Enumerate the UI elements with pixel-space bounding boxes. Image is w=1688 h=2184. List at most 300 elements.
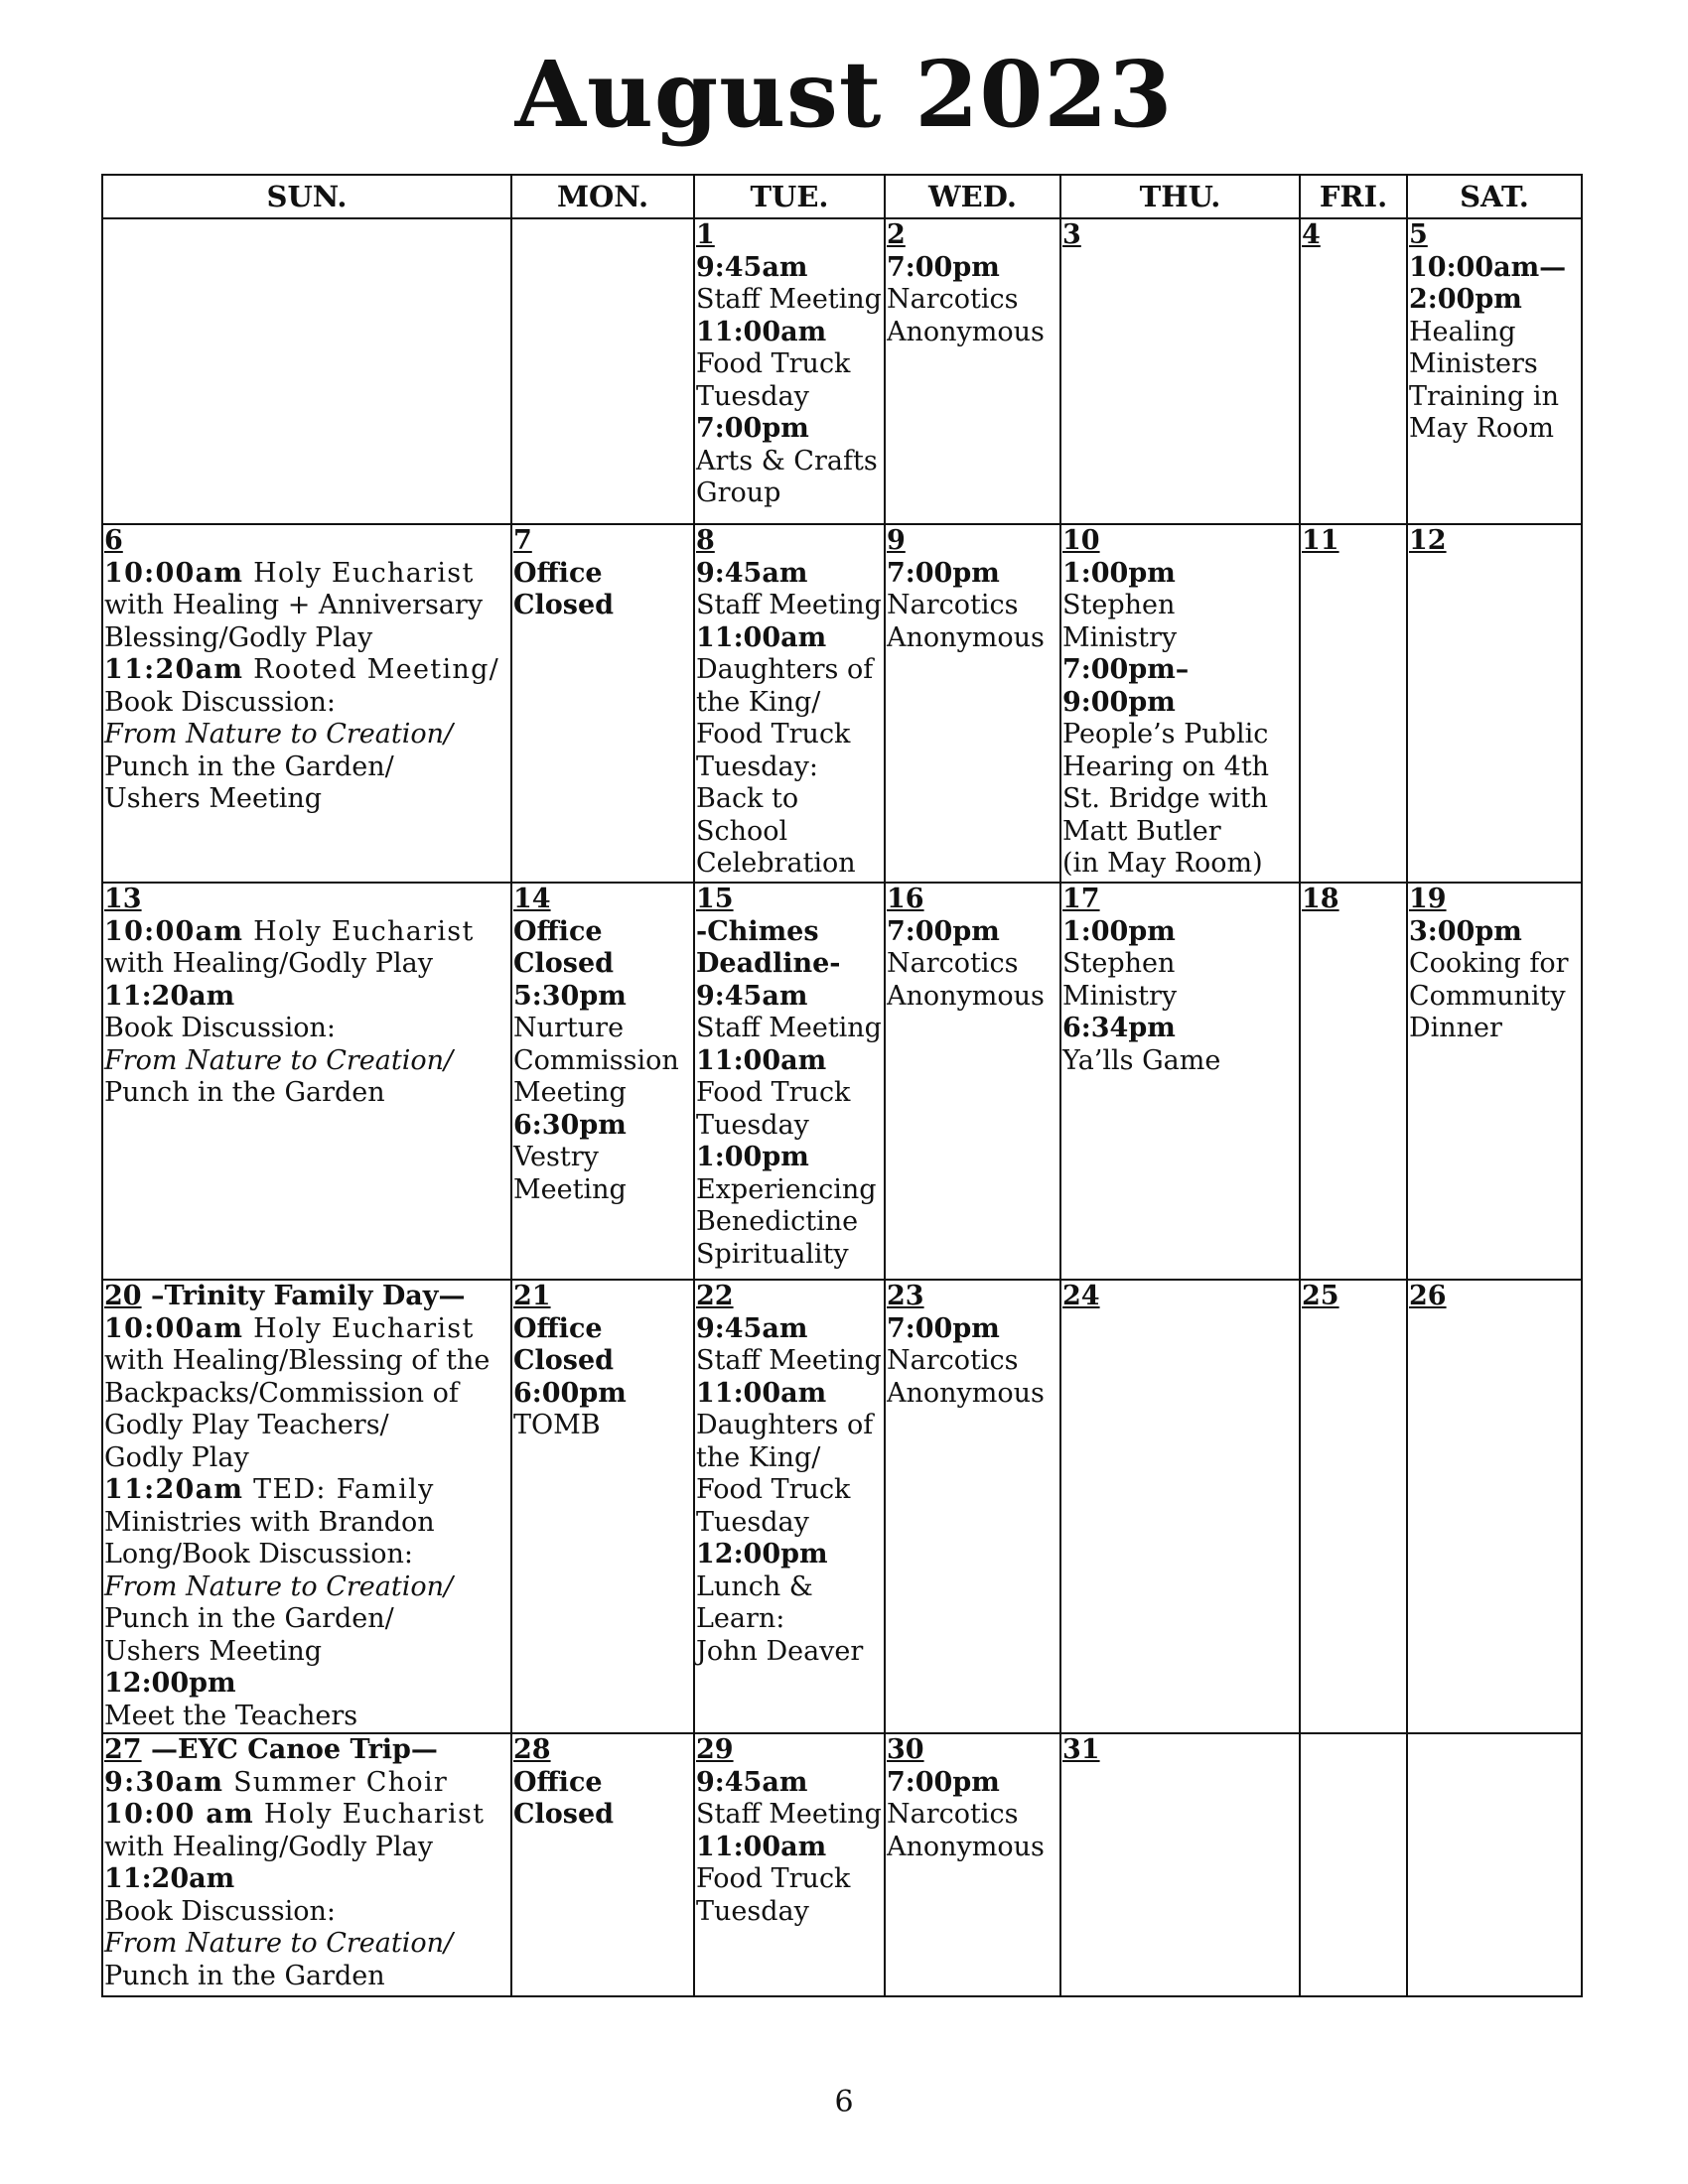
event-text: with Healing + Anniversary (104, 590, 484, 620)
event-line (696, 1077, 883, 1110)
event-text: Commission (513, 1044, 679, 1076)
event-text: Backpacks/Commission of (104, 1377, 459, 1409)
event-text: 1:00pm (1062, 915, 1176, 947)
event-line (1409, 284, 1580, 317)
event-text: St. Bridge with (1062, 783, 1269, 814)
event-line (104, 783, 509, 816)
event-text: 12:00pm (696, 1539, 828, 1570)
event-line (887, 1378, 1058, 1411)
day-number-text: 19 (1409, 884, 1447, 914)
event-line (513, 1313, 692, 1346)
event-line (104, 1961, 509, 1993)
event-line (887, 284, 1058, 317)
event-line (696, 687, 883, 720)
day-number-text: 14 (513, 884, 551, 914)
event-text: 7:00pm (696, 413, 809, 444)
event-line (513, 1410, 692, 1442)
event-line (1062, 719, 1298, 751)
day-number-text: 10 (1062, 525, 1100, 556)
event-text: Rooted Meeting/ (243, 654, 500, 685)
event-line (696, 1045, 883, 1078)
event-line (513, 1077, 692, 1110)
day-number (104, 884, 509, 916)
event-line (887, 916, 1058, 949)
day-cell (694, 218, 885, 524)
event-line (1409, 948, 1580, 981)
day-cell-content (513, 884, 692, 1206)
day-number-text: 13 (104, 884, 142, 914)
day-cell (1300, 218, 1407, 524)
day-cell-content (513, 1281, 692, 1442)
event-line (887, 1799, 1058, 1832)
event-line (696, 1442, 883, 1475)
event-text: 1:00pm (696, 1142, 809, 1172)
day-number-text: 1 (696, 219, 715, 250)
day-number (1302, 884, 1405, 916)
event-text: Closed (513, 1799, 615, 1830)
day-cell-content (887, 1734, 1058, 1863)
event-line (696, 1863, 883, 1896)
event-line (104, 1345, 509, 1378)
event-line (1062, 558, 1298, 591)
day-cell-content (1062, 219, 1298, 252)
event-text: 1:00pm (1062, 557, 1176, 589)
day-cell-content (1062, 1734, 1298, 1767)
day-number-text: 17 (1062, 884, 1100, 914)
event-line (513, 1378, 692, 1411)
event-text: 6:30pm (513, 1109, 627, 1141)
event-text: Closed (513, 590, 615, 620)
day-cell (885, 1733, 1060, 1996)
event-text: TED: Family (243, 1474, 435, 1505)
day-number-text: 5 (1409, 219, 1428, 250)
event-line (104, 1474, 509, 1507)
event-line (104, 1507, 509, 1540)
event-line (696, 1507, 883, 1540)
event-line (1409, 381, 1580, 414)
day-number (1062, 1281, 1298, 1313)
event-line (696, 751, 883, 784)
day-cell (885, 1280, 1060, 1733)
day-cell (1407, 218, 1582, 524)
event-text: Lunch & (696, 1570, 813, 1602)
event-line (1062, 751, 1298, 784)
event-text: Learn: (696, 1603, 785, 1634)
day-cell (102, 883, 511, 1280)
event-line (696, 381, 883, 414)
event-text: Tuesday (696, 380, 809, 412)
event-text: Anonymous (887, 1831, 1045, 1862)
day-banner: —EYC Canoe Trip— (141, 1734, 438, 1765)
event-text: 10:00am— (1409, 251, 1567, 283)
event-line (104, 1378, 509, 1411)
weekday-header-mon: MON. (511, 175, 694, 218)
event-text: Stephen Ministry (1062, 948, 1178, 1012)
day-number (1302, 219, 1405, 252)
event-line (104, 1701, 509, 1733)
event-time: 9:30am (104, 1766, 224, 1798)
event-text: Meet the Teachers (104, 1700, 358, 1731)
event-time: 11:20am (104, 654, 244, 685)
event-text: 7:00pm (887, 1312, 1000, 1344)
day-number-text: 30 (887, 1734, 924, 1765)
day-number-text: 6 (104, 525, 123, 556)
day-cell-content (1302, 884, 1405, 916)
day-number-text: 16 (887, 884, 924, 914)
day-number (513, 525, 692, 558)
day-cell (1060, 883, 1300, 1280)
event-line (696, 590, 883, 622)
event-text: Food Truck (696, 1474, 851, 1505)
day-number-text: 12 (1409, 525, 1447, 556)
day-cell-content (513, 1734, 692, 1832)
event-text: Staff Meeting (696, 284, 882, 315)
event-text: 9:45am (696, 557, 808, 589)
event-line (696, 848, 883, 881)
day-cell-content (1302, 525, 1405, 558)
event-line (1409, 413, 1580, 446)
day-cell (694, 524, 885, 883)
event-line (696, 783, 883, 816)
event-line (696, 816, 883, 849)
day-number-text: 4 (1302, 219, 1321, 250)
event-text: 11:00am (696, 316, 827, 347)
day-number (1062, 884, 1298, 916)
event-text: 11:20am (104, 980, 235, 1012)
event-line (513, 948, 692, 981)
day-number-text: 29 (696, 1734, 734, 1765)
day-number (696, 219, 883, 252)
day-cell-content (887, 219, 1058, 348)
event-text: 9:45am (696, 1312, 808, 1344)
event-text: 6:34pm (1062, 1013, 1176, 1043)
day-cell (511, 883, 694, 1280)
event-text: Anonymous (887, 316, 1045, 347)
event-line (513, 981, 692, 1014)
day-number (887, 525, 1058, 558)
event-text: Ministers (1409, 348, 1538, 379)
day-cell (102, 524, 511, 883)
event-line (696, 1539, 883, 1571)
day-number (1409, 525, 1580, 558)
event-text: Training in (1409, 380, 1559, 412)
weekday-header-tue: TUE. (694, 175, 885, 218)
event-text: Office (513, 1312, 603, 1344)
event-line (696, 1013, 883, 1045)
event-line (696, 1142, 883, 1174)
event-text: Meeting (513, 1077, 627, 1108)
event-text: Daughters of (696, 654, 874, 685)
event-line (104, 719, 509, 751)
day-cell (694, 1733, 885, 1996)
day-cell-content (696, 525, 883, 881)
event-text: Ushers Meeting (104, 1635, 323, 1667)
event-line (104, 916, 509, 949)
event-text: Ushers Meeting (104, 783, 323, 814)
event-text: Ministries with Brandon (104, 1506, 435, 1538)
event-line (696, 981, 883, 1014)
event-text: Stephen Ministry (1062, 590, 1178, 653)
event-text: Experiencing (696, 1173, 877, 1205)
event-line (513, 1345, 692, 1378)
day-number (104, 525, 509, 558)
event-text: Back to (696, 783, 799, 814)
day-cell-content (104, 1734, 509, 1992)
event-text: TOMB (513, 1410, 601, 1440)
day-banner: –Trinity Family Day— (141, 1281, 466, 1311)
event-line (887, 558, 1058, 591)
day-number-text: 31 (1062, 1734, 1100, 1765)
event-line (104, 1799, 509, 1832)
event-line (104, 948, 509, 981)
event-time: 10:00 am (104, 1799, 254, 1830)
week-row (102, 883, 1582, 1280)
day-cell-content (104, 1281, 509, 1732)
event-text: the King/ (696, 1441, 821, 1473)
event-text: Punch in the Garden/ (104, 1603, 394, 1634)
day-number-text: 26 (1409, 1281, 1447, 1311)
day-number (513, 1281, 692, 1313)
event-line (696, 1410, 883, 1442)
event-line (887, 1832, 1058, 1864)
event-text: 11:20am (104, 1863, 235, 1894)
event-text: Narcotics (887, 1345, 1019, 1376)
event-text: Staff Meeting (696, 1345, 882, 1376)
event-text: 9:45am (696, 980, 808, 1012)
day-cell (1407, 883, 1582, 1280)
weekday-header-wed: WED. (885, 175, 1060, 218)
event-text: Dinner (1409, 1013, 1502, 1043)
week-row (102, 1280, 1582, 1733)
day-cell (1060, 1280, 1300, 1733)
event-text: Godly Play Teachers/ (104, 1410, 389, 1440)
event-text: Office (513, 915, 603, 947)
event-text: Anonymous (887, 980, 1045, 1012)
event-line (104, 1896, 509, 1929)
day-cell-content (1409, 219, 1580, 446)
event-line (696, 1110, 883, 1143)
day-cell (102, 1733, 511, 1996)
day-number (1409, 1281, 1580, 1313)
day-number-text: 22 (696, 1281, 734, 1311)
event-line (104, 622, 509, 655)
day-cell (1060, 218, 1300, 524)
day-number-text: 15 (696, 884, 734, 914)
event-line (104, 1832, 509, 1864)
calendar-body (102, 218, 1582, 1996)
day-number (1302, 525, 1405, 558)
event-text: (in May Room) (1062, 848, 1263, 879)
event-text: Food Truck (696, 719, 851, 750)
event-line (1409, 348, 1580, 381)
day-number-text: 8 (696, 525, 715, 556)
day-cell-content (887, 1281, 1058, 1410)
day-cell (1300, 524, 1407, 883)
event-time: 10:00am (104, 1312, 244, 1344)
event-line (104, 981, 509, 1014)
event-text: Cooking for (1409, 948, 1569, 979)
event-line (887, 1313, 1058, 1346)
calendar-grid (101, 174, 1583, 1997)
event-text: Holy Eucharist (253, 1799, 486, 1830)
event-text: Office (513, 557, 603, 589)
event-line (1409, 1013, 1580, 1045)
day-number (696, 525, 883, 558)
event-line (1062, 816, 1298, 849)
event-text: From Nature to Creation/ (104, 719, 454, 750)
event-text: 7:00pm (887, 915, 1000, 947)
event-text: Narcotics (887, 948, 1019, 979)
event-text: 9:45am (696, 1766, 808, 1798)
event-line (513, 1045, 692, 1078)
event-text: Food Truck (696, 348, 851, 379)
event-text: Food Truck (696, 1863, 851, 1894)
day-number (887, 884, 1058, 916)
event-text: Celebration (696, 848, 856, 879)
event-line (104, 1636, 509, 1669)
day-cell-content (104, 525, 509, 816)
page-title: August 2023 (514, 41, 1174, 148)
event-text: May Room (1409, 413, 1555, 444)
event-line (513, 1142, 692, 1174)
event-line (696, 1206, 883, 1239)
event-line (513, 1767, 692, 1800)
event-text: Healing (1409, 316, 1516, 347)
day-cell-content (1302, 1281, 1405, 1313)
day-number (887, 1281, 1058, 1313)
event-text: People’s Public (1062, 719, 1269, 750)
event-line (696, 1345, 883, 1378)
event-line (104, 1313, 509, 1346)
day-cell-content (104, 884, 509, 1110)
event-line (696, 1174, 883, 1207)
event-line (696, 719, 883, 751)
event-text: Spirituality (696, 1238, 849, 1270)
event-line (1062, 687, 1298, 720)
day-cell (511, 1733, 694, 1996)
event-text: Office (513, 1766, 603, 1798)
day-cell (1300, 883, 1407, 1280)
event-text: Daughters of (696, 1410, 874, 1440)
event-time: 11:20am (104, 1474, 244, 1505)
event-line (696, 348, 883, 381)
weekday-header-thu: THU. (1060, 175, 1300, 218)
event-line (696, 317, 883, 349)
event-text: Summer Choir (223, 1766, 449, 1798)
weekday-header-sat: SAT. (1407, 175, 1582, 218)
day-cell (885, 524, 1060, 883)
event-text: From Nature to Creation/ (104, 1044, 454, 1076)
event-text: 9:00pm (1062, 686, 1176, 718)
day-number (1062, 219, 1298, 252)
event-line (104, 558, 509, 591)
event-text: 5:30pm (513, 980, 627, 1012)
event-line (104, 590, 509, 622)
event-text: 2:00pm (1409, 284, 1522, 315)
day-cell (511, 1280, 694, 1733)
week-row (102, 218, 1582, 524)
event-text: Punch in the Garden/ (104, 751, 394, 782)
event-text: Closed (513, 1345, 615, 1376)
day-number (1409, 219, 1580, 252)
event-text: Holy Eucharist (243, 915, 475, 947)
event-line (696, 622, 883, 655)
event-line (887, 1767, 1058, 1800)
event-text: the King/ (696, 686, 821, 718)
event-text: with Healing/Godly Play (104, 1831, 433, 1862)
day-cell-content (1062, 1281, 1298, 1313)
day-cell-content (1409, 525, 1580, 558)
event-line (104, 1045, 509, 1078)
day-number (1062, 1734, 1298, 1767)
event-text: Staff Meeting (696, 1799, 882, 1830)
day-number-text: 3 (1062, 219, 1081, 250)
event-line (696, 413, 883, 446)
event-line (696, 948, 883, 981)
day-number (1302, 1281, 1405, 1313)
day-number-text: 21 (513, 1281, 551, 1311)
day-number-text: 28 (513, 1734, 551, 1765)
event-line (513, 916, 692, 949)
event-text: From Nature to Creation/ (104, 1928, 454, 1959)
day-number (887, 219, 1058, 252)
event-text: Book Discussion: (104, 1895, 337, 1927)
event-text: Anonymous (887, 1377, 1045, 1409)
event-text: Vestry (513, 1142, 599, 1172)
event-text: Tuesday (696, 1506, 809, 1538)
event-line (696, 1378, 883, 1411)
day-number (104, 1281, 509, 1313)
weekday-header-row (102, 175, 1582, 218)
event-text: Tuesday: (696, 751, 818, 782)
event-line (696, 1603, 883, 1636)
event-text: Long/Book Discussion: (104, 1539, 413, 1570)
event-line (696, 446, 883, 478)
event-line (887, 981, 1058, 1014)
event-line (104, 654, 509, 687)
event-line (696, 1239, 883, 1272)
event-line (696, 558, 883, 591)
event-line (696, 1799, 883, 1832)
day-number-text: 7 (513, 525, 532, 556)
event-line (104, 1603, 509, 1636)
event-line (513, 1799, 692, 1832)
event-text: 6:00pm (513, 1377, 627, 1409)
day-number (887, 1734, 1058, 1767)
day-number-text: 2 (887, 219, 906, 250)
day-number (1062, 525, 1298, 558)
day-cell-content (1062, 525, 1298, 881)
event-text: Book Discussion: (104, 1013, 337, 1043)
event-line (696, 1896, 883, 1929)
day-cell-content (696, 884, 883, 1271)
day-number (696, 1734, 883, 1767)
day-cell-content (696, 1281, 883, 1668)
weekday-header-fri: FRI. (1300, 175, 1407, 218)
day-number-text: 20 (104, 1281, 142, 1311)
day-cell (885, 883, 1060, 1280)
event-line (1409, 981, 1580, 1014)
day-number (513, 884, 692, 916)
day-cell-content (696, 219, 883, 510)
day-cell-content (887, 525, 1058, 654)
event-text: Tuesday (696, 1895, 809, 1927)
day-cell (1407, 1733, 1582, 1996)
event-time: 10:00am (104, 557, 244, 589)
day-cell (102, 218, 511, 524)
event-line (696, 284, 883, 317)
event-text: Punch in the Garden (104, 1077, 385, 1108)
